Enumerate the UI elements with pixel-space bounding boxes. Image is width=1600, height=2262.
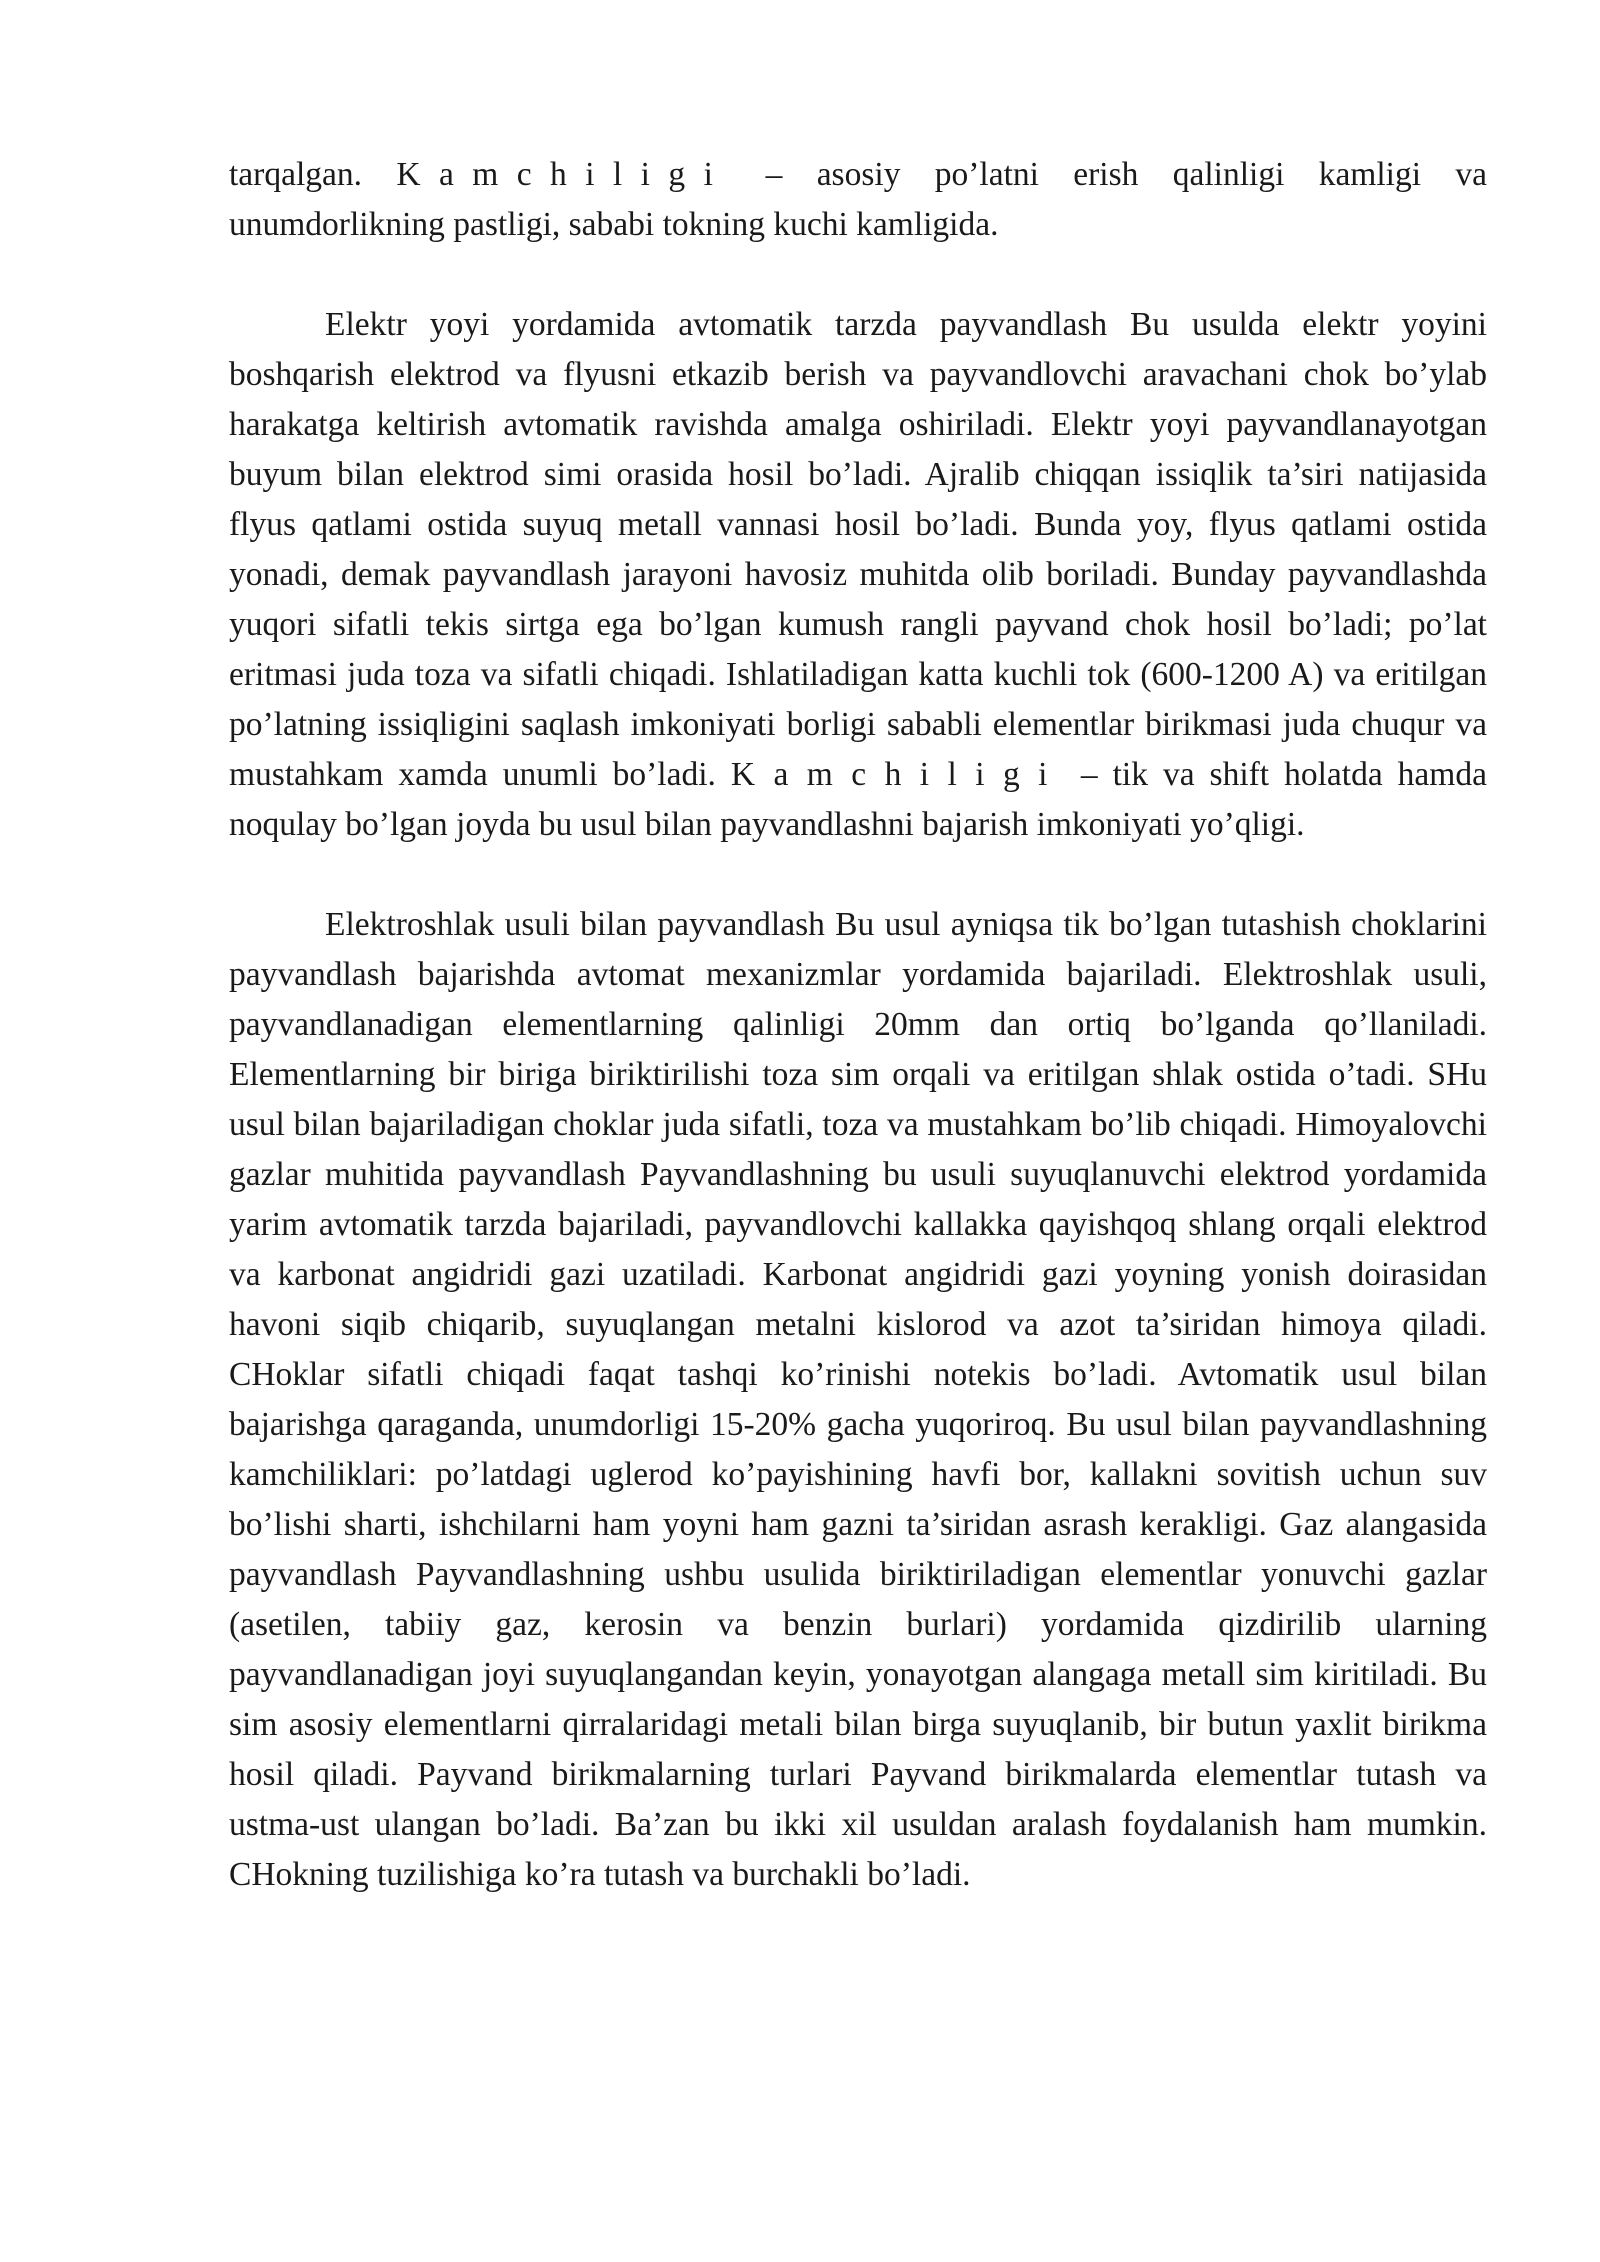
paragraph-rest-text: – asosiy po’latni erish qalinligi kamligi va unumdorlikning pastligi, sababi tokning kuchi kamligida. (229, 156, 1487, 243)
spaced-emphasis-word: Kamchiligi (396, 156, 732, 193)
spaced-emphasis-word: Kamchiligi (730, 756, 1066, 793)
paragraph-electroslag-welding (229, 900, 1487, 1900)
paragraph-disadvantage-intro (229, 150, 1487, 250)
paragraph-rest-text: – tik va shift holatda hamda noqulay bo’lgan joyda bu usul bilan payvandlashni bajarish imkoniyati yo’qligi. (229, 756, 1487, 843)
document-page (229, 150, 1487, 1900)
paragraph-lead-text: tarqalgan. (229, 156, 397, 193)
paragraph-automatic-arc-welding (229, 300, 1487, 850)
paragraph-lead-text: Elektr yoyi yordamida avtomatik tarzda payvandlash Bu usulda elektr yoyini boshqarish elektrod va flyusni etkazib berish va payvandlovchi aravachani chok bo’ylab harakatga keltirish avtomatik ravishda amalga oshiriladi. Elektr yoyi payvandlanayotgan buyum bilan elektrod simi orasida hosil bo’ladi. Ajralib chiqqan issiqlik ta’siri natijasida flyus qatlami ostida suyuq metall vannasi hosil bo’ladi. Bunda yoy, flyus qatlami ostida yonadi, demak payvandlash jarayoni havosiz muhitda olib boriladi. Bunday payvandlashda yuqori sifatli tekis sirtga ega bo’lgan kumush rangli payvand chok hosil bo’ladi; po’lat eritmasi juda toza va sifatli chiqadi. Ishlatiladigan katta kuchli tok (600-1200 A) va eritilgan po’latning issiqligini saqlash imkoniyati borligi sababli elementlar birikmasi juda chuqur va mustahkam xamda unumli bo’ladi. (229, 306, 1487, 793)
paragraph-body-text: Elektroshlak usuli bilan payvandlash Bu usul ayniqsa tik bo’lgan tutashish choklarini payvandlash bajarishda avtomat mexanizmlar yordamida bajariladi. Elektroshlak usuli, payvandlanadigan elementlarning qalinligi 20mm dan ortiq bo’lganda qo’llaniladi. Elementlarning bir biriga biriktirilishi toza sim orqali va eritilgan shlak ostida o’tadi. SHu usul bilan bajariladigan choklar juda sifatli, toza va mustahkam bo’lib chiqadi. Himoyalovchi gazlar muhitida payvandlash Payvandlashning bu usuli suyuqlanuvchi elektrod yordamida yarim avtomatik tarzda bajariladi, payvandlovchi kallakka qayishqoq shlang orqali elektrod va karbonat angidridi gazi uzatiladi. Karbonat angidridi gazi yoyning yonish doirasidan havoni siqib chiqarib, suyuqlangan metalni kislorod va azot ta’siridan himoya qiladi. CHoklar sifatli chiqadi faqat tashqi ko’rinishi notekis bo’ladi. Avtomatik usul bilan bajarishga qaraganda, unumdorligi 15-20% gacha yuqoriroq. Bu usul bilan payvandlashning kamchiliklari: po’latdagi uglerod ko’payishining havfi bor, kallakni sovitish uchun suv bo’lishi sharti, ishchilarni ham yoyni ham gazni ta’siridan asrash kerakligi. Gaz alangasida payvandlash Payvandlashning ushbu usulida biriktiriladigan elementlar yonuvchi gazlar (asetilen, tabiiy gaz, kerosin va benzin burlari) yordamida qizdirilib ularning payvandlanadigan joyi suyuqlangandan keyin, yonayotgan alangaga metall sim kiritiladi. Bu sim asosiy elementlarni qirralaridagi metali bilan birga suyuqlanib, bir butun yaxlit birikma hosil qiladi. Payvand birikmalarning turlari Payvand birikmalarda elementlar tutash va ustma-ust ulangan bo’ladi. Ba’zan bu ikki xil usuldan aralash foydalanish ham mumkin. CHokning tuzilishiga ko’ra tutash va burchakli bo’ladi. (229, 906, 1487, 1893)
